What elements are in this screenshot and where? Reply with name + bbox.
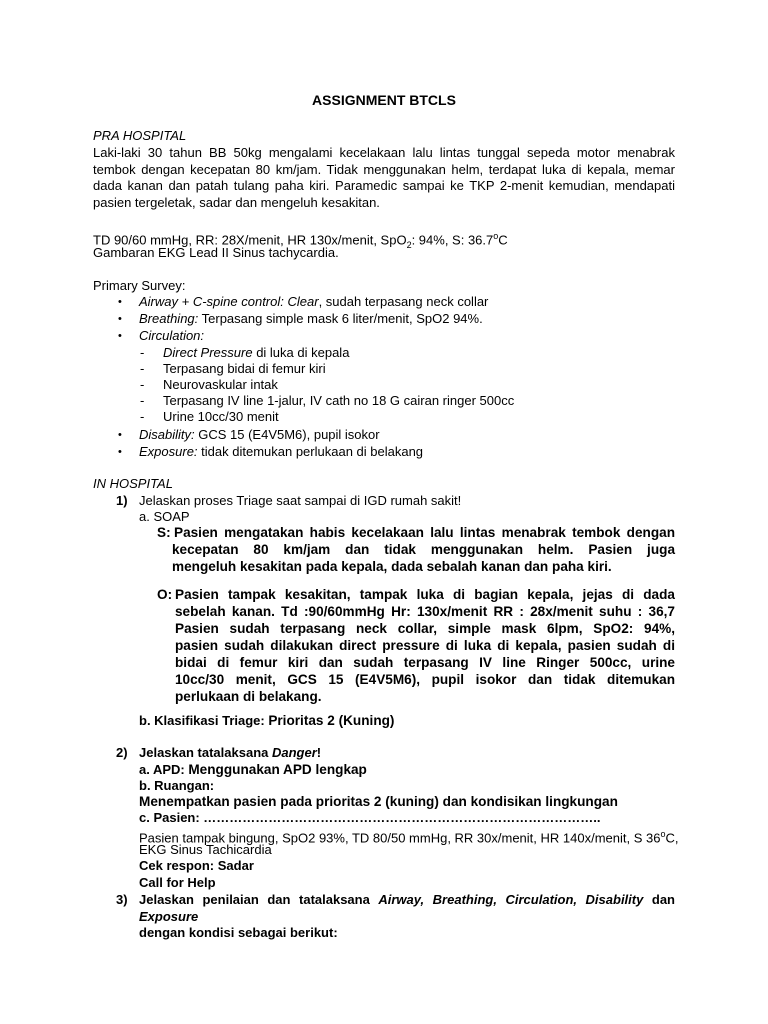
pra-hospital-heading: PRA HOSPITAL xyxy=(93,128,187,143)
dash: - xyxy=(140,409,145,424)
vitals-text: C xyxy=(498,232,508,248)
q3-line xyxy=(139,892,675,925)
soap-subjective xyxy=(172,524,675,575)
dash: - xyxy=(140,361,145,376)
airway-value: , sudah terpasang neck collar xyxy=(318,294,489,309)
pasien-label: c. Pasien: ……………………………………………………………………………….. xyxy=(139,810,601,825)
soap-line: Pasien tampak kesakitan, tampak luka di bagian kepala, jejas di dada xyxy=(175,587,675,602)
cek-respon: Cek respon: Sadar xyxy=(139,858,254,873)
exposure-value: tidak ditemukan perlukaan di belakang xyxy=(197,444,424,459)
q2-italic: Danger xyxy=(271,745,317,760)
q3-line: dengan kondisi sebagai berikut: xyxy=(139,925,338,940)
exposure-label: Exposure: xyxy=(139,444,198,459)
q3-italic: Exposure xyxy=(139,908,199,924)
soap-line: pasien sudah dilakukan direct pressure di luka di kepala, pasien sudah di xyxy=(175,638,675,653)
pasien-text: C, xyxy=(665,830,679,846)
pasien-sup: o xyxy=(660,829,666,839)
circulation-item xyxy=(163,345,349,362)
circulation-label: Circulation: xyxy=(139,328,205,343)
triage-value: Prioritas 2 (Kuning) xyxy=(268,713,395,728)
case-line: Laki-laki 30 tahun BB 50kg mengalami kecelakaan lalu lintas tunggal sepeda motor menabrak xyxy=(93,145,675,160)
circulation-item: Terpasang IV line 1-jalur, IV cath no 18 G cairan ringer 500cc xyxy=(163,393,515,408)
ruangan-label: b. Ruangan: xyxy=(139,778,215,793)
soap-label: a. SOAP xyxy=(139,509,190,524)
apd-line xyxy=(139,761,367,779)
disability-item xyxy=(139,427,380,444)
soap-line: 10cc/30 menit, GCS 15 (E4V5M6), pupil isokor dan tidak ditemukan xyxy=(175,672,675,687)
pasien-ekg: EKG Sinus Tachicardia xyxy=(139,842,272,857)
soap-line: kecepatan 80 km/jam dan tidak menggunakan helm. Pasien juga xyxy=(172,542,675,557)
bullet: • xyxy=(118,429,122,441)
exposure-item xyxy=(139,444,423,461)
primary-survey-heading: Primary Survey: xyxy=(93,278,186,293)
q2-text: ! xyxy=(316,745,322,760)
question-number: 3) xyxy=(116,892,128,907)
in-hospital-heading: IN HOSPITAL xyxy=(93,476,173,491)
q2-text: Jelaskan tatalaksana xyxy=(139,745,272,760)
q3-text: dan xyxy=(643,892,675,907)
ekg-text: Gambaran EKG Lead II Sinus tachycardia. xyxy=(93,245,339,260)
question-number: 1) xyxy=(116,493,128,508)
airway-label: Airway + C-spine control: xyxy=(139,294,288,309)
bullet: • xyxy=(118,313,122,325)
case-description xyxy=(93,145,675,211)
ruangan-value: Menempatkan pasien pada prioritas 2 (kuning) dan kondisikan lingkungan xyxy=(139,794,618,809)
q3-text: Jelaskan penilaian dan tatalaksana xyxy=(139,892,379,907)
soap-line: Pasien mengatakan habis kecelakaan lalu lintas menabrak tembok dengan xyxy=(174,525,675,540)
call-for-help: Call for Help xyxy=(139,875,216,890)
triage-label: b. Klasifikasi Triage: xyxy=(139,713,269,728)
circulation-item: Urine 10cc/30 menit xyxy=(163,409,279,424)
question-1: Jelaskan proses Triage saat sampai di IGD rumah sakit! xyxy=(139,493,462,508)
q3-italic: Airway, Breathing, Circulation, Disability xyxy=(378,892,644,907)
airway-item xyxy=(139,294,488,311)
circ-item-text: di luka di kepala xyxy=(252,345,350,360)
case-line: pasien tergeletak, sadar dan mengeluh kesakitan. xyxy=(93,194,380,210)
bullet: • xyxy=(118,296,122,308)
dash: - xyxy=(140,345,145,360)
s-label: S: xyxy=(157,525,171,540)
bullet: • xyxy=(118,446,122,458)
bullet: • xyxy=(118,330,122,342)
dash: - xyxy=(140,393,145,408)
pasien-text: Pasien tampak bingung, SpO2 93%, TD 80/50 mmHg, RR 30x/menit, HR 140x/menit, S 36 xyxy=(139,830,661,846)
vitals-sup: o xyxy=(493,231,499,241)
page-title: ASSIGNMENT BTCLS xyxy=(312,92,456,108)
airway-value-italic: Clear xyxy=(287,294,319,309)
disability-value: GCS 15 (E4V5M6), pupil isokor xyxy=(194,427,380,442)
soap-line: perlukaan di belakang. xyxy=(175,689,322,704)
case-line: tembok dengan kecepatan 80 km/jam. Tidak menggunakan helm, terdapat luka di kepala, memar xyxy=(93,161,675,177)
vitals-text: : 94%, S: 36.7 xyxy=(411,232,494,248)
soap-objective xyxy=(175,586,675,705)
vitals-text: TD 90/60 mmHg, RR: 28X/menit, HR 130x/menit, SpO xyxy=(93,232,407,248)
question-2 xyxy=(139,745,321,762)
breathing-value: Terpasang simple mask 6 liter/menit, SpO2 94%. xyxy=(198,311,483,326)
disability-label: Disability: xyxy=(139,427,195,442)
apd-value: Menggunakan APD lengkap xyxy=(188,762,367,777)
circulation-item: Terpasang bidai di femur kiri xyxy=(163,361,326,376)
apd-label: a. APD: xyxy=(139,762,189,777)
circ-item-italic: Direct Pressure xyxy=(163,345,253,360)
circulation-item: Neurovaskular intak xyxy=(163,377,278,392)
o-label: O: xyxy=(157,587,173,602)
case-line: dada kanan dan patah tulang paha kiri. Paramedic sampai ke TKP 2-menit kemudian, mendapati xyxy=(93,178,675,193)
question-3 xyxy=(139,892,675,942)
question-number: 2) xyxy=(116,745,128,760)
triage-classification xyxy=(139,712,394,730)
breathing-item xyxy=(139,311,483,328)
dash: - xyxy=(140,377,145,392)
soap-line: Pasien sudah terpasang neck collar, simple mask 6lpm, SpO2: 94%, xyxy=(175,621,675,636)
soap-line: mengeluh kesakitan pada kepala, dada sebalah kanan dan paha kiri. xyxy=(172,559,612,574)
soap-line: bidai di femur kiri dan sudah terpasang IV line Ringer 500cc, urine xyxy=(175,655,675,670)
vitals-sub: 2 xyxy=(406,239,412,250)
soap-line: sebelah kanan. Td :90/60mmHg Hr: 130x/menit RR : 28x/menit suhu : 36,7 xyxy=(175,604,675,619)
breathing-label: Breathing: xyxy=(139,311,199,326)
